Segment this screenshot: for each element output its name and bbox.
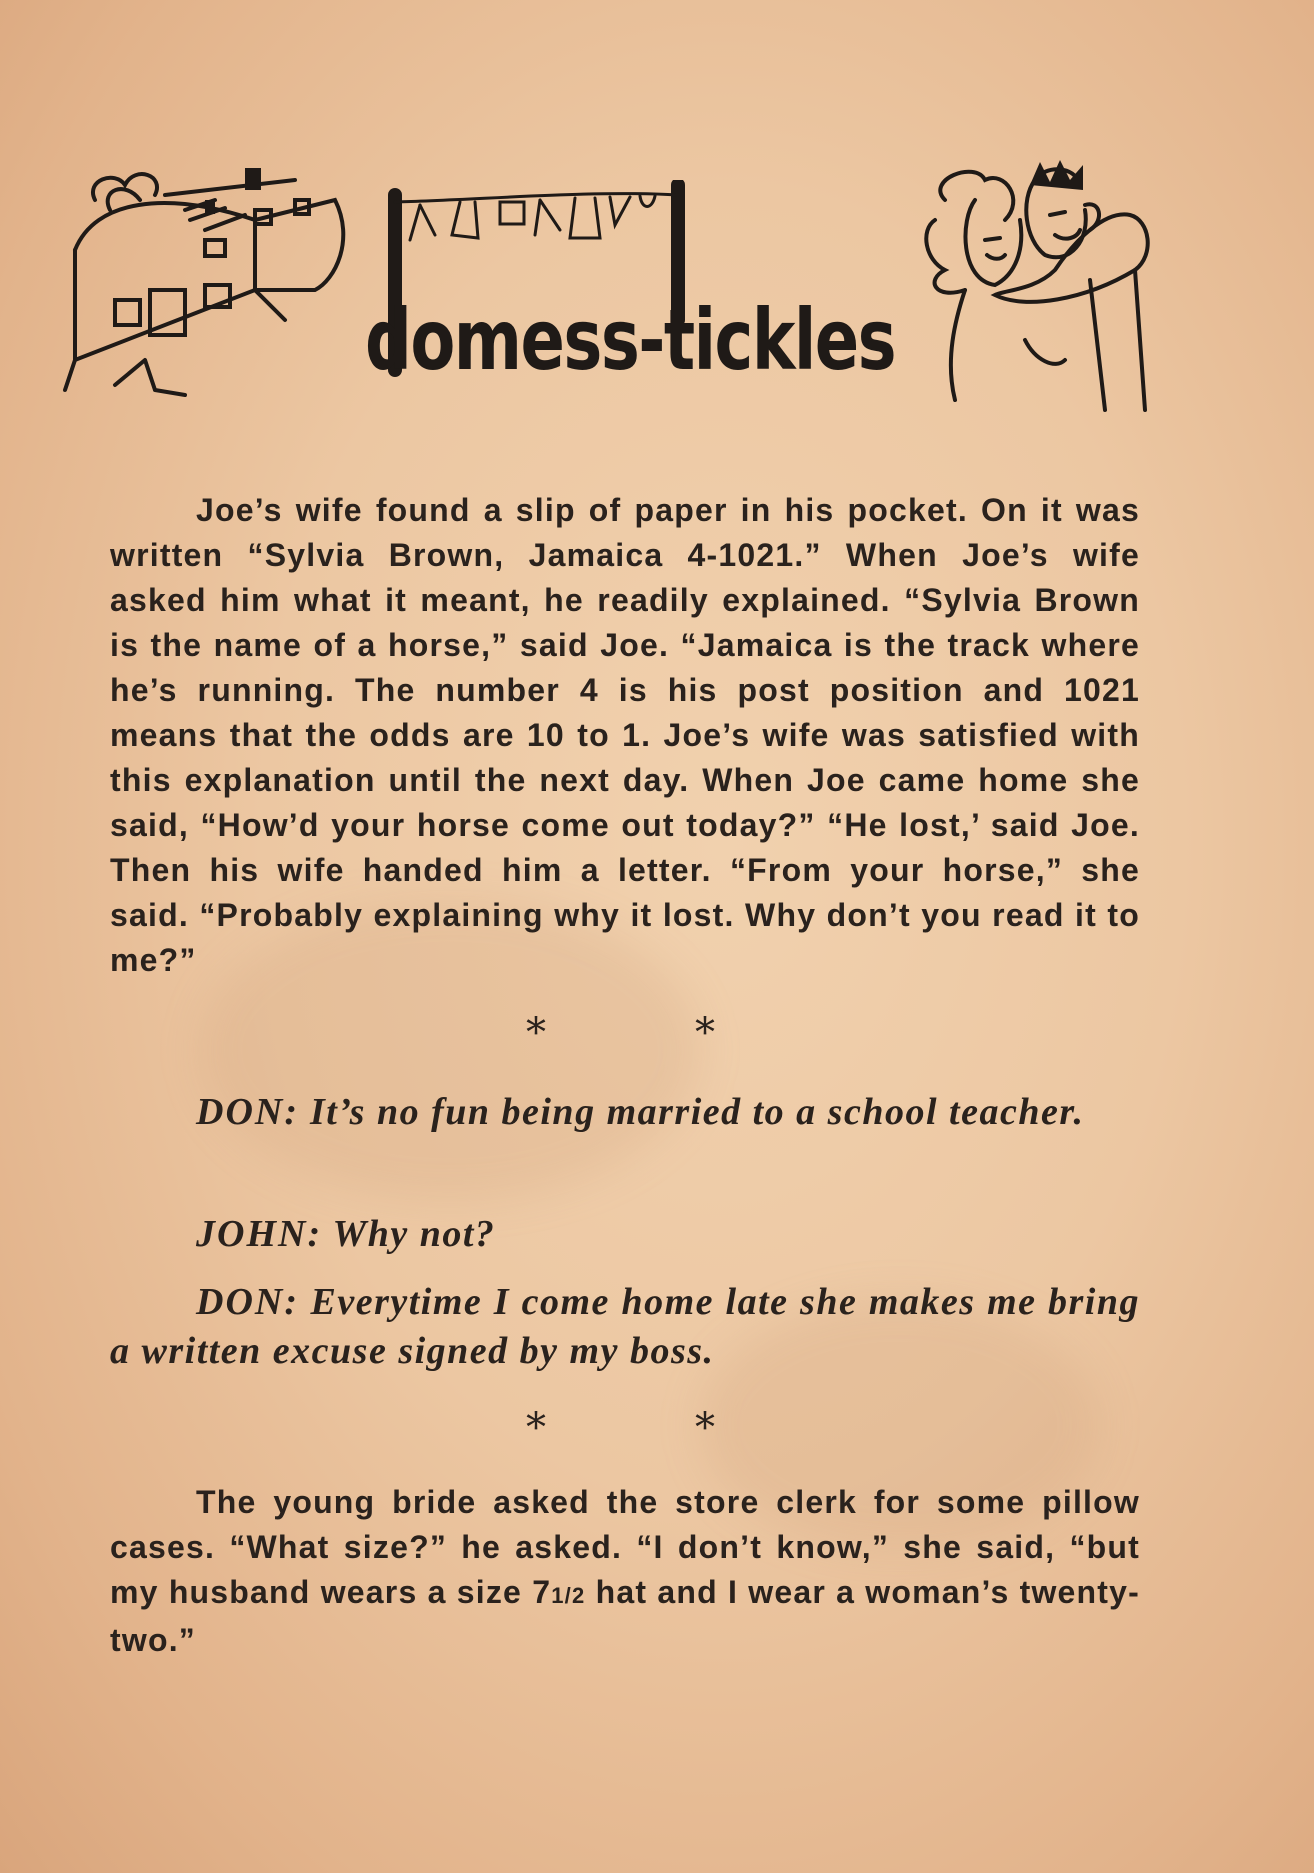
dialogue-line bbox=[110, 1088, 1140, 1137]
joke-pillow-text bbox=[110, 1480, 1140, 1663]
separator-star: * bbox=[695, 1010, 715, 1056]
dialogue-line bbox=[196, 1210, 1096, 1259]
dialogue-text: It’s no fun being married to a school teacher. bbox=[309, 1091, 1085, 1133]
separator-star: * bbox=[695, 1405, 715, 1451]
couple-illustration bbox=[905, 160, 1165, 420]
speaker-name: DON: bbox=[196, 1091, 299, 1133]
page-title: domess-tickles bbox=[365, 291, 896, 389]
joke-horse-text: Joe’s wife found a slip of paper in his pocket. On it was written “Sylvia Brown, Jamaica 4-1021.” When Joe’s wife asked him what it meant, he readily explained. “Sylvia Brown is the name of a horse,” said Joe. “Jamaica is the track where he’s running. The number 4 is his post position and 1021 means that the odds are 10 to 1. Joe’s wife was satisfied with this explanation until the next day. When Joe came home she said, “How’d your horse come out today?” “He lost,’ said Joe. Then his wife handed him a letter. “From your horse,” she said. “Probably explaining why it lost. Why don’t you read it to me?” bbox=[110, 492, 1140, 978]
header bbox=[0, 0, 1314, 440]
dialogue-line bbox=[110, 1278, 1140, 1376]
joke-text-part: hat and I wear a woman’s twenty-two.” bbox=[110, 1574, 1141, 1658]
quonset-hut-illustration bbox=[55, 160, 365, 430]
separator-star: * bbox=[526, 1010, 546, 1056]
dialogue-text: Why not? bbox=[332, 1213, 496, 1255]
speaker-name: DON: bbox=[196, 1281, 299, 1323]
separator-star: * bbox=[526, 1405, 546, 1451]
speaker-name: JOHN: bbox=[196, 1213, 323, 1255]
joke-text-part: The young bride asked the store clerk for some pillow cases. “What size?” he asked. “I don’t know,” she said, “but my husband wears a size 7 bbox=[110, 1484, 1140, 1610]
dialogue-text: Everytime I come home late she makes me bring a written excuse signed by my boss. bbox=[110, 1281, 1141, 1372]
fraction: 1/2 bbox=[551, 1583, 586, 1608]
